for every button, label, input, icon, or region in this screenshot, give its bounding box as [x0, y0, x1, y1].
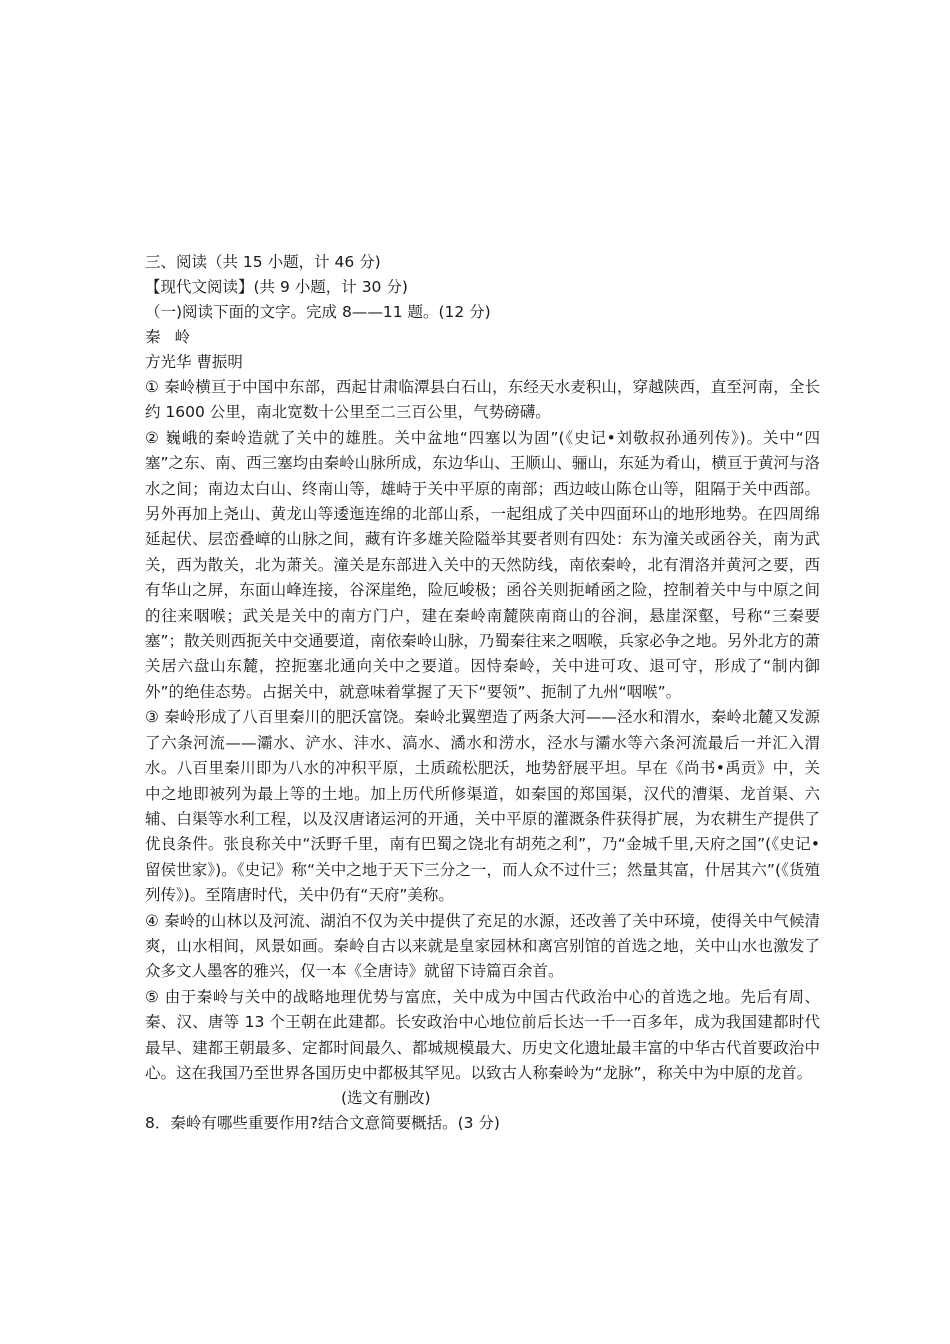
article-authors: 方光华 曹振明 — [145, 353, 243, 371]
source-note: (选文有删改) — [341, 1089, 431, 1108]
subsection-heading: 【现代文阅读】(共 9 小题，计 30 分) — [145, 278, 408, 296]
reading-instruction: （一)阅读下面的文字。完成 8——11 题。(12 分) — [145, 303, 491, 321]
article-paragraph-1: ① 秦岭横亘于中国中东部，西起甘肃临潭县白石山，东经天水麦积山，穿越陕西，直至河南，全长约 1600 公里，南北宽数十公里至二三百公里，气势磅礴。 — [145, 378, 820, 422]
article-paragraph-4: ④ 秦岭的山林以及河流、湖泊不仅为关中提供了充足的水源，还改善了关中环境，使得关中气候清爽，山水相间，风景如画。秦岭自古以来就是皇家园林和离宫别馆的首选之地，关中山水也激发了众多文人墨客的雅兴，仅一本《全唐诗》就留下诗篇百余首。 — [145, 911, 820, 981]
article-title: 秦岭 — [145, 328, 204, 346]
article-paragraph-2: ② 巍峨的秦岭造就了关中的雄胜。关中盆地“四塞以为固”(《史记•刘敬叔孙通列传》)。关中“四塞”之东、南、西三塞均由秦岭山脉所成，东边华山、王顺山、骊山，东延为肴山，横亘于黄河与洛水之间；南边太白山、终南山等，雄峙于关中平原的南部；西边岐山陈仓山等，阻隔于关中西部。另外再加上尧山、黄龙山等逶迤连绵的北部山系，一起组成了关中四面环山的地形地势。在四周绵延起伏、层峦叠嶂的山脉之间，藏有许多雄关险隘举其要者则有四处：东为潼关或函谷关，南为武关，西为散关，北为萧关。潼关是东部进入关中的天然防线，南依秦岭，北有渭洛并黄河之要，西有华山之屏，东面山峰连接，谷深崖绝，险厄峻极；函谷关则扼崤函之险，控制着关中与中原之间的往来咽喉；武关是关中的南方门户，建在秦岭南麓陕南商山的谷涧，悬崖深壑，号称“三秦要塞”；散关则西扼关中交通要道，南依秦岭山脉，乃蜀秦往来之咽喉，兵家必争之地。另外北方的萧关居六盘山东麓，控扼塞北通向关中之要道。因恃秦岭，关中进可攻、退可守，形成了“制内御外”的绝佳态势。占据关中，就意味着掌握了天下“要领”、扼制了九州“咽喉”。 — [145, 428, 820, 701]
exam-page — [145, 250, 820, 1136]
article-paragraph-5: ⑤ 由于秦岭与关中的战略地理优势与富庶，关中成为中国古代政治中心的首选之地。先后有周、秦、汉、唐等 13 个王朝在此建都。长安政治中心地位前后长达一千一百多年，成为我国建都时代最早、建都王朝最多、定都时间最久、都城规模最大、历史文化遗址最丰富的中华古代首要政治中心。这在我国乃至世界各国历史中都极其罕见。以致古人称秦岭为“龙脉”，称关中为中原的龙首。 — [145, 987, 820, 1082]
article-paragraph-3: ③ 秦岭形成了八百里秦川的肥沃富饶。秦岭北翼塑造了两条大河——泾水和渭水，秦岭北麓又发源了六条河流——灞水、浐水、沣水、滈水、潏水和涝水，泾水与灞水等六条河流最后一并汇入渭水。八百里秦川即为八水的冲积平原，土质疏松肥沃，地势舒展平坦。早在《尚书•禹贡》中，关中之地即被列为最上等的土地。加上历代所修渠道，如秦国的郑国渠，汉代的漕渠、龙首渠、六辅、白渠等水利工程，以及汉唐诸运河的开通，关中平原的灌溉条件获得扩展，为农耕生产提供了优良条件。张良称关中“沃野千里，南有巴蜀之饶北有胡苑之利”，乃“金城千里,天府之国”(《史记•留侯世家》)。《史记》称“关中之地于天下三分之一，而人众不过什三；然量其富，什居其六”(《货殖列传》)。至隋唐时代，关中仍有“天府”美称。 — [145, 708, 820, 905]
section-heading: 三、阅读（共 15 小题，计 46 分) — [145, 253, 381, 271]
question-8: 8．秦岭有哪些重要作用?结合文意简要概括。(3 分) — [145, 1114, 500, 1133]
